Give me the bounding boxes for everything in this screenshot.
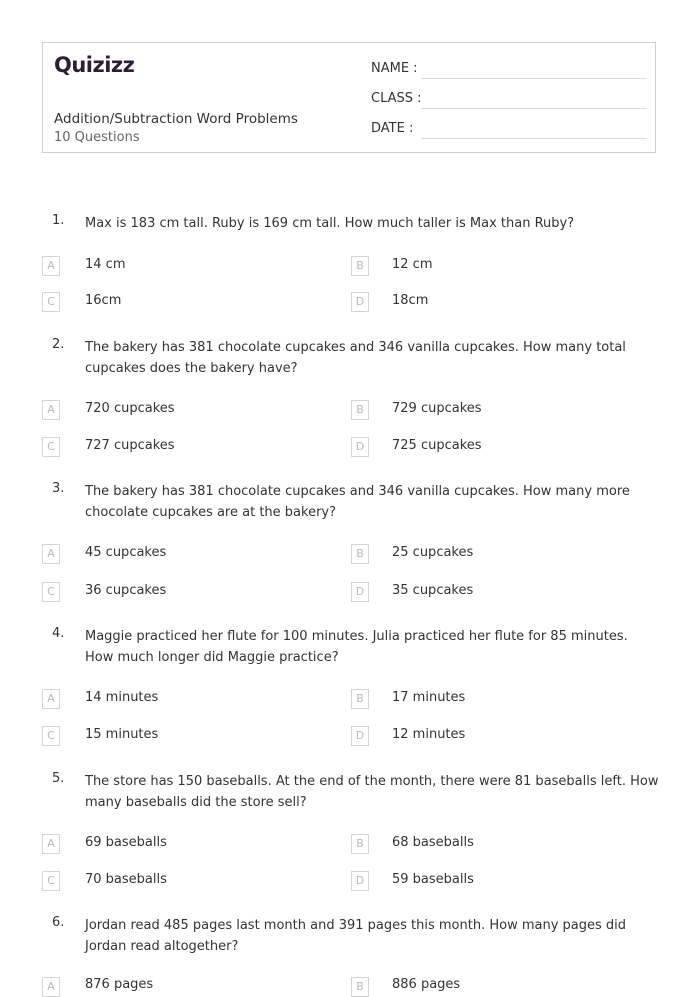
option-text: 35 cupcakes xyxy=(392,583,474,598)
quizizz-logo: Quizizz xyxy=(54,53,135,77)
option-text: 15 minutes xyxy=(85,727,159,742)
option-letter-box: D xyxy=(351,871,369,891)
option-text: 876 pages xyxy=(85,977,154,992)
option-text: 725 cupcakes xyxy=(392,438,482,453)
option-letter-box: D xyxy=(351,437,369,457)
name-label: NAME : xyxy=(371,61,418,76)
question-number: 2. xyxy=(52,337,65,352)
option-letter-box: C xyxy=(42,726,60,746)
option-text: 70 baseballs xyxy=(85,872,167,887)
option-text: 729 cupcakes xyxy=(392,401,482,416)
question-number: 5. xyxy=(52,771,65,786)
option-letter-box: A xyxy=(42,544,60,564)
question-text: Max is 183 cm tall. Ruby is 169 cm tall. How much taller is Max than Ruby? xyxy=(85,216,575,231)
class-line xyxy=(421,107,647,109)
name-field xyxy=(371,61,418,76)
option-text: 727 cupcakes xyxy=(85,438,175,453)
date-line xyxy=(421,137,647,139)
option-letter-box: D xyxy=(351,726,369,746)
worksheet-title: Addition/Subtraction Word Problems xyxy=(54,111,298,127)
option-text: 14 cm xyxy=(85,257,126,272)
option-letter-box: D xyxy=(351,582,369,602)
date-field xyxy=(371,121,413,136)
option-text: 16cm xyxy=(85,293,122,308)
name-line xyxy=(421,77,647,79)
question-text: The store has 150 baseballs. At the end of the month, there were 81 baseballs left. How many baseballs did the store sell? xyxy=(85,774,659,810)
option-letter-box: B xyxy=(351,689,369,709)
option-letter-box: B xyxy=(351,256,369,276)
question-text: The bakery has 381 chocolate cupcakes and 346 vanilla cupcakes. How many more chocolate cupcakes are at the bakery? xyxy=(85,484,630,520)
option-text: 69 baseballs xyxy=(85,835,167,850)
worksheet-header xyxy=(42,42,656,153)
option-letter-box: C xyxy=(42,871,60,891)
option-letter-box: B xyxy=(351,544,369,564)
question-text: Jordan read 485 pages last month and 391 pages this month. How many pages did Jordan read altogether? xyxy=(85,918,627,954)
option-text: 12 minutes xyxy=(392,727,466,742)
option-text: 36 cupcakes xyxy=(85,583,167,598)
option-letter-box: B xyxy=(351,400,369,420)
option-letter-box: C xyxy=(42,292,60,312)
question-number: 6. xyxy=(52,915,65,930)
option-text: 68 baseballs xyxy=(392,835,474,850)
class-label: CLASS : xyxy=(371,91,422,106)
option-letter-box: B xyxy=(351,834,369,854)
option-letter-box: A xyxy=(42,977,60,997)
date-label: DATE : xyxy=(371,121,414,136)
option-letter-box: A xyxy=(42,834,60,854)
option-text: 59 baseballs xyxy=(392,872,474,887)
class-field xyxy=(371,91,422,106)
question-text: The bakery has 381 chocolate cupcakes and 346 vanilla cupcakes. How many total cupcakes does the bakery have? xyxy=(85,340,626,376)
option-text: 45 cupcakes xyxy=(85,545,167,560)
question-number: 3. xyxy=(52,481,65,496)
option-letter-box: D xyxy=(351,292,369,312)
option-letter-box: C xyxy=(42,582,60,602)
option-text: 886 pages xyxy=(392,977,461,992)
question-number: 4. xyxy=(52,626,65,641)
option-letter-box: C xyxy=(42,437,60,457)
option-text: 12 cm xyxy=(392,257,433,272)
option-letter-box: A xyxy=(42,400,60,420)
question-text: Maggie practiced her flute for 100 minutes. Julia practiced her flute for 85 minutes. How much longer did Maggie practice? xyxy=(85,629,628,665)
option-text: 25 cupcakes xyxy=(392,545,474,560)
option-letter-box: B xyxy=(351,977,369,997)
option-text: 18cm xyxy=(392,293,429,308)
option-text: 14 minutes xyxy=(85,690,159,705)
question-count: 10 Questions xyxy=(54,130,140,145)
option-letter-box: A xyxy=(42,256,60,276)
question-number: 1. xyxy=(52,213,65,228)
option-letter-box: A xyxy=(42,689,60,709)
option-text: 17 minutes xyxy=(392,690,466,705)
option-text: 720 cupcakes xyxy=(85,401,175,416)
